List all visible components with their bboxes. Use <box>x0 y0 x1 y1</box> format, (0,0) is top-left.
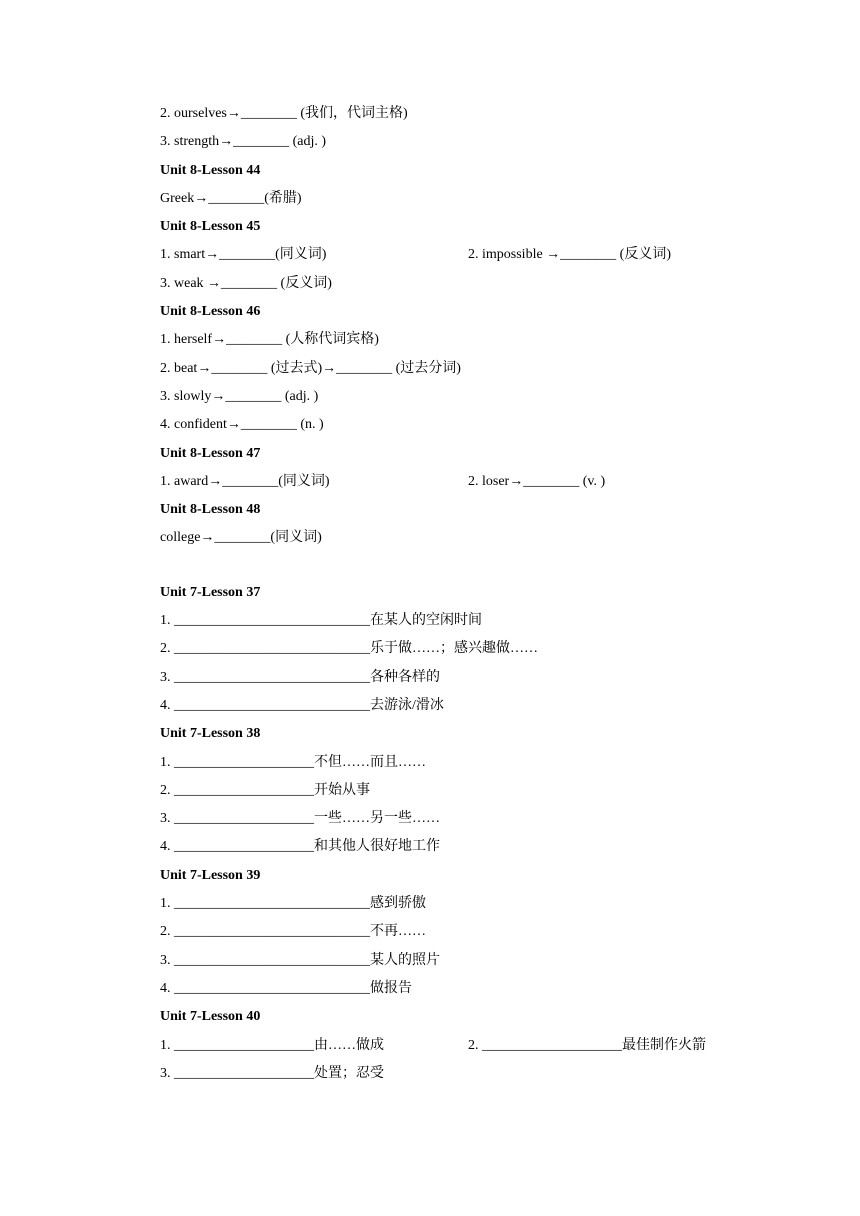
exercise-line <box>160 1060 780 1088</box>
exercise-item: 2. ____________________________不再…… <box>160 924 426 940</box>
exercise-line <box>160 805 780 833</box>
exercise-line <box>160 411 780 439</box>
exercise-line <box>160 664 780 692</box>
exercise-item: 1. herself→________ (人称代词宾格) <box>160 332 379 348</box>
exercise-item: 4. ____________________________去游泳/滑冰 <box>160 697 444 713</box>
exercise-item: 1. smart→________(同义词) <box>160 247 327 263</box>
exercise-item: Greek→________(希腊) <box>160 190 302 206</box>
exercise-item: 2. ____________________开始从事 <box>160 782 370 798</box>
lesson-heading-text: Unit 8-Lesson 48 <box>160 502 261 518</box>
exercise-item: 4. ____________________________做报告 <box>160 980 412 996</box>
exercise-item: 3. strength→________ (adj. ) <box>160 134 327 150</box>
exercise-item: 1. ____________________不但……而且…… <box>160 754 426 770</box>
exercise-line <box>160 947 780 975</box>
exercise-item: 1. ____________________________感到骄傲 <box>160 896 426 912</box>
lesson-heading <box>160 440 780 468</box>
exercise-line <box>160 524 780 552</box>
exercise-item: 2. beat→________ (过去式)→________ (过去分词) <box>160 360 461 376</box>
exercise-item: 1. ____________________由……做成 <box>160 1037 384 1053</box>
exercise-line <box>160 749 780 777</box>
exercise-line <box>160 607 780 635</box>
exercise-line <box>160 1032 780 1060</box>
exercise-line <box>160 890 780 918</box>
lesson-heading <box>160 157 780 185</box>
exercise-line <box>160 355 780 383</box>
exercise-item: 2. ____________________________乐于做……；感兴趣做…… <box>160 641 538 657</box>
exercise-item-right: 2. impossible →________ (反义词) <box>468 247 671 263</box>
exercise-line <box>160 241 780 269</box>
lesson-heading <box>160 496 780 524</box>
exercise-item: 1. award→________(同义词) <box>160 473 330 489</box>
exercise-item: 3. ____________________________某人的照片 <box>160 952 440 968</box>
exercise-line <box>160 468 780 496</box>
exercise-line <box>160 918 780 946</box>
exercise-item-right: 2. ____________________最佳制作火箭 <box>468 1037 706 1053</box>
worksheet-page <box>160 100 780 1088</box>
lesson-heading-text: Unit 7-Lesson 38 <box>160 726 261 742</box>
lesson-heading-text: Unit 7-Lesson 37 <box>160 584 261 600</box>
exercise-item: 3. weak →________ (反义词) <box>160 275 332 291</box>
exercise-line <box>160 326 780 354</box>
lesson-heading <box>160 862 780 890</box>
lesson-heading-text: Unit 7-Lesson 40 <box>160 1009 261 1025</box>
lesson-heading <box>160 213 780 241</box>
exercise-line <box>160 100 780 128</box>
exercise-line <box>160 777 780 805</box>
exercise-item: 3. ____________________________各种各样的 <box>160 669 440 685</box>
exercise-item: 3. ____________________处置；忍受 <box>160 1065 384 1081</box>
exercise-item: 3. slowly→________ (adj. ) <box>160 388 319 404</box>
exercise-item: 4. confident→________ (n. ) <box>160 417 324 433</box>
exercise-line <box>160 833 780 861</box>
exercise-item: 1. ____________________________在某人的空闲时间 <box>160 613 482 629</box>
section-gap <box>160 553 780 579</box>
lesson-heading <box>160 720 780 748</box>
exercise-line <box>160 692 780 720</box>
exercise-item: college→________(同义词) <box>160 530 322 546</box>
exercise-item: 4. ____________________和其他人很好地工作 <box>160 839 440 855</box>
lesson-heading <box>160 298 780 326</box>
lesson-heading <box>160 579 780 607</box>
exercise-line <box>160 270 780 298</box>
lesson-heading-text: Unit 8-Lesson 47 <box>160 445 261 461</box>
lesson-heading <box>160 1003 780 1031</box>
exercise-item: 3. ____________________一些……另一些…… <box>160 811 440 827</box>
exercise-line <box>160 128 780 156</box>
lesson-heading-text: Unit 7-Lesson 39 <box>160 867 261 883</box>
lesson-heading-text: Unit 8-Lesson 46 <box>160 304 261 320</box>
exercise-line <box>160 383 780 411</box>
exercise-item: 2. ourselves→________ (我们，代词主格) <box>160 106 408 121</box>
exercise-line <box>160 975 780 1003</box>
lesson-heading-text: Unit 8-Lesson 44 <box>160 162 261 178</box>
exercise-line <box>160 185 780 213</box>
lesson-heading-text: Unit 8-Lesson 45 <box>160 219 261 235</box>
exercise-line <box>160 635 780 663</box>
exercise-item-right: 2. loser→________ (v. ) <box>468 473 606 489</box>
